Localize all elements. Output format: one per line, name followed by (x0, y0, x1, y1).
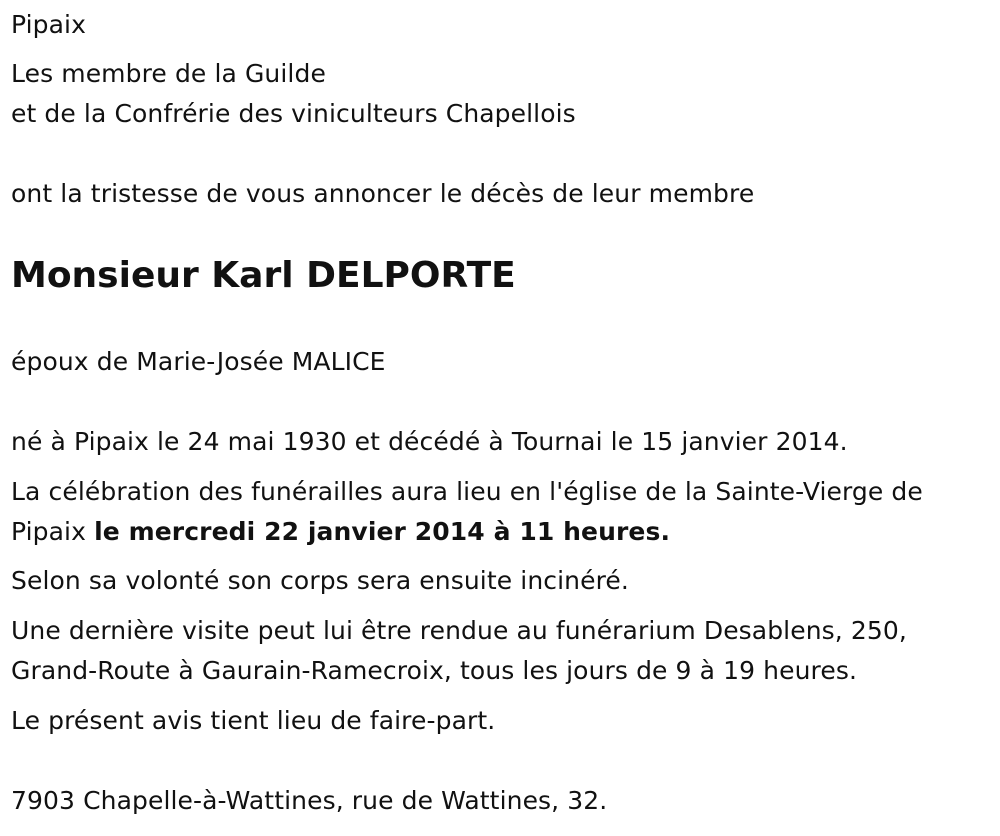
visit-line-1: Une dernière visite peut lui être rendue au funérarium Desablens, 250, (11, 616, 907, 645)
funeral-line-1: La célébration des funérailles aura lieu en l'église de la Sainte-Vierge de (11, 477, 923, 506)
senders-line-2: et de la Confrérie des viniculteurs Chapellois (11, 99, 576, 128)
funeral-date-time: le mercredi 22 janvier 2014 à 11 heures. (94, 517, 671, 546)
deceased-name: Monsieur Karl DELPORTE (11, 255, 516, 296)
funeral-place: Pipaix (11, 517, 95, 546)
spouse-text: époux de Marie-Josée MALICE (11, 347, 386, 376)
notice-statement: Le présent avis tient lieu de faire-part. (11, 706, 496, 735)
family-address: 7903 Chapelle-à-Wattines, rue de Wattines, 32. (11, 786, 608, 815)
birth-death-text: né à Pipaix le 24 mai 1930 et décédé à Tournai le 15 janvier 2014. (11, 427, 848, 456)
location-heading: Pipaix (11, 10, 87, 39)
senders-line-1: Les membre de la Guilde (11, 59, 326, 88)
funeral-line-2 (11, 517, 670, 547)
announcement-text: ont la tristesse de vous annoncer le décès de leur membre (11, 179, 755, 208)
cremation-text: Selon sa volonté son corps sera ensuite incinéré. (11, 566, 629, 595)
visit-line-2: Grand-Route à Gaurain-Ramecroix, tous les jours de 9 à 19 heures. (11, 656, 857, 685)
